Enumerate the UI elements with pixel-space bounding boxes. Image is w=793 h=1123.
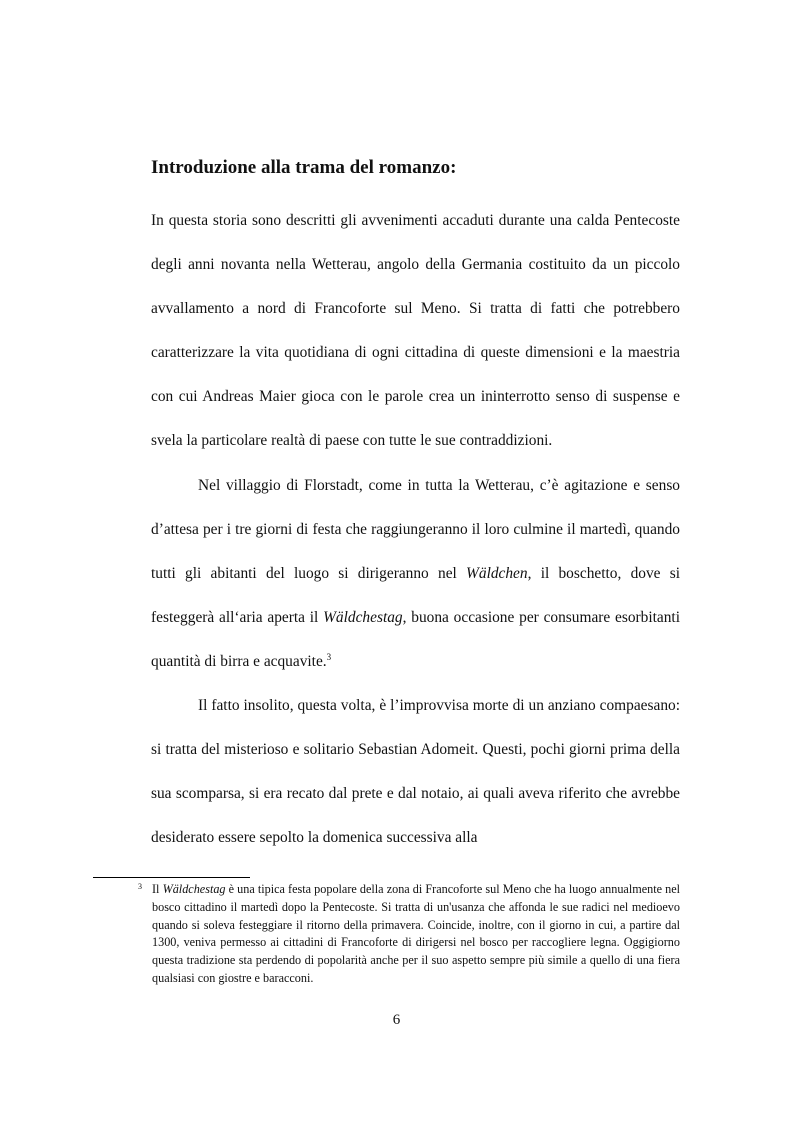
section-heading: Introduzione alla trama del romanzo: (151, 157, 457, 178)
footnote-number: 3 (138, 882, 142, 891)
paragraph-2 (151, 464, 680, 684)
footnote-text: è una tipica festa popolare della zona di Francoforte sul Meno che ha luogo annualmente nel bosco cittadino il martedì dopo la Pentecoste. Si tratta di un'usanza che affonda le sue radici nel medioevo quando si soleva festeggiare il ritorno della primavera. Coincide, inoltre, con il giorno in cui, a partire dal 1300, veniva permesso ai cittadini di Francoforte di dirigersi nel bosco per raccogliere legna. Oggigiorno questa tradizione sta perdendo di popolarità anche per il suo aspetto sempre più simile a quello di una fiera qualsiasi con giostre e baracconi. (152, 882, 680, 985)
term-waeldchen: Wäldchen (466, 564, 528, 582)
footnote-reference[interactable]: 3 (326, 651, 332, 662)
footnote-separator (93, 877, 250, 878)
paragraph-2-text-e: , buona occasione per consumare esorbitanti quantità di birra e acquavite. (151, 608, 680, 670)
footnote-term: Wäldchestag (162, 882, 226, 896)
paragraph-2-text-a: Nel villaggio di Florstadt, come in tutta la Wetterau, c’è agitazione e senso d’attesa per i tre giorni di festa che raggiungeranno il loro culmine il martedì, quando tutti gli abitanti del luogo si dirigeranno nel (151, 476, 680, 582)
paragraph-1: In questa storia sono descritti gli avvenimenti accaduti durante una calda Pentecoste degli anni novanta nella Wetterau, angolo della Germania costituito da un piccolo avvallamento a nord di Francoforte sul Meno. Si tratta di fatti che potrebbero caratterizzare la vita quotidiana di ogni cittadina di queste dimensioni e la maestria con cui Andreas Maier gioca con le parole crea un ininterrotto senso di suspense e svela la particolare realtà di paese con tutte le sue contraddizioni. (151, 212, 680, 450)
page-number: 6 (392, 1012, 401, 1028)
body-text (151, 199, 680, 860)
paragraph-3: Il fatto insolito, questa volta, è l’improvvisa morte di un anziano compaesano: si tratta del misterioso e solitario Sebastian Adomeit. Questi, pochi giorni prima della sua scomparsa, si era recato dal prete e dal notaio, ai quali aveva riferito che avrebbe desiderato essere sepolto la domenica successiva alla (151, 697, 680, 847)
footnote (138, 881, 680, 988)
footnote-body (142, 881, 680, 988)
paragraph-2-text-c: , il boschetto, dove si festeggerà all‘aria aperta il (151, 564, 680, 626)
footnote-text-pre: Il (152, 882, 163, 896)
term-waeldchestag: Wäldchestag (323, 608, 403, 626)
